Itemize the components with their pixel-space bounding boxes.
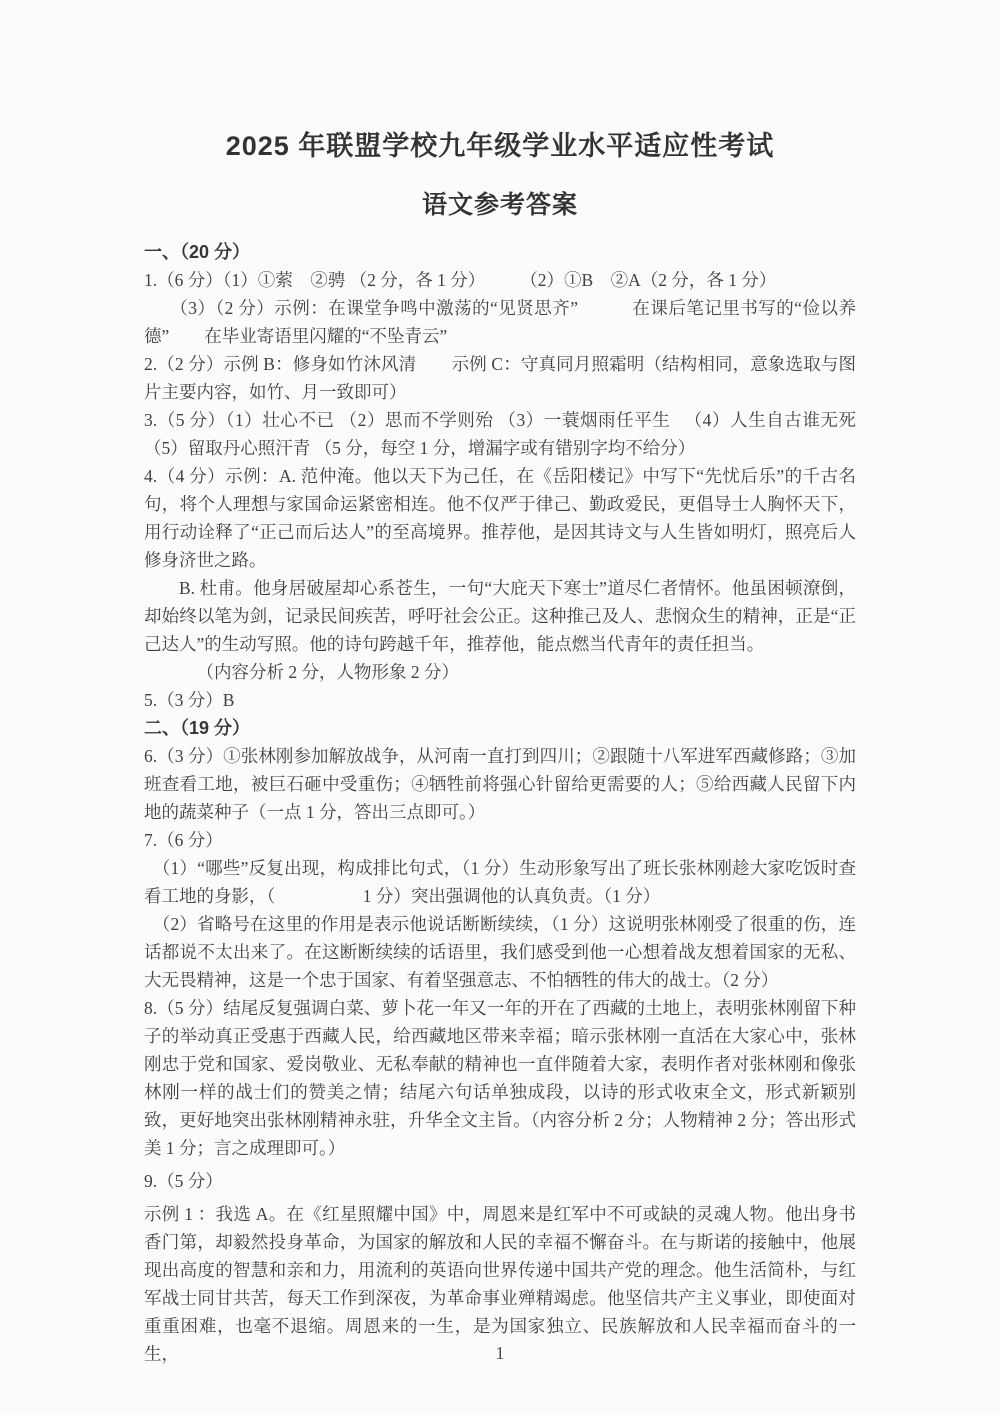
answer-8: 8.（5 分）结尾反复强调白菜、萝卜花一年又一年的开在了西藏的土地上，表明张林刚留下种子的举动真正受惠于西藏人民，给西藏地区带来幸福；暗示张林刚一直活在大家心中，张林刚忠于党和国家、爱岗敬业、无私奉献的精神也一直伴随着大家，表明作者对张林刚和像张林刚一样的战士们的赞美之情；结尾六句话单独成段，以诗的形式收束全文，形式新颖别致，更好地突出张林刚精神永驻，升华全文主旨。（内容分析 2 分；人物精神 2 分；答出形式美 1 分；言之成理即可。） xyxy=(144,997,856,1158)
answer-9-example-1: 示例 1 ：我选 A。在《红星照耀中国》中，周恩来是红军中不可或缺的灵魂人物。他出身书香门第，却毅然投身革命，为国家的解放和人民的幸福不懈奋斗。在与斯诺的接触中，他展现出高度的智慧和亲和力，用流利的英语向世界传递中国共产党的理念。他生活简朴，与红军战士同甘共苦，每天工作到深夜，为革命事业殚精竭虑。他坚信共产主义事业，即使面对重重困难，也毫不退缩。周恩来的一生，是为国家独立、民族解放和人民幸福而奋斗的一生， xyxy=(144,1203,856,1364)
answer-7-1: （1）“哪些”反复出现，构成排比句式，（1 分）生动形象写出了班长张林刚趁大家吃饭时查看工地的身影，（ 1 分）突出强调他的认真负责。（1 分） xyxy=(144,857,856,906)
answer-9-heading: 9.（5 分） xyxy=(144,1170,223,1191)
section-one-heading: 一、（20 分） xyxy=(144,241,251,262)
answer-7-2: （2）省略号在这里的作用是表示他说话断断续续，（1 分）这说明张林刚受了很重的伤，连话都说不太出来了。在这断断续续的话语里，我们感受到他一心想着战友想着国家的无私、大无畏精神，这是一个忠于国家、有着坚强意志、不怕牺牲的伟大的战士。（2 分） xyxy=(144,913,856,990)
answer-6: 6.（3 分）①张林刚参加解放战争，从河南一直打到四川；②跟随十八军进军西藏修路；③加班查看工地，被巨石砸中受重伤；④牺牲前将强心针留给更需要的人；⑤给西藏人民留下内地的蔬菜种子（一点 1 分，答出三点即可。） xyxy=(144,745,856,822)
answer-4-example-b: B. 杜甫。他身居破屋却心系苍生，一句“大庇天下寒士”道尽仁者情怀。他虽困顿潦倒，却始终以笔为剑，记录民间疾苦，呼吁社会公正。这种推己及人、悲悯众生的精神，正是“正己达人”的生动写照。他的诗句跨越千年，推荐他，能点燃当代青年的责任担当。 xyxy=(144,577,856,654)
document-title: 2025 年联盟学校九年级学业水平适应性考试 xyxy=(225,131,775,161)
document-subtitle: 语文参考答案 xyxy=(421,190,578,219)
answer-2: 2.（2 分）示例 B：修身如竹沐风清 示例 C：守真同月照霜明（结构相同，意象选取与图片主要内容，如竹、月一致即可） xyxy=(144,353,856,402)
answer-7-heading: 7.（6 分） xyxy=(144,829,223,850)
answer-key-body xyxy=(144,238,856,1368)
page-number: 1 xyxy=(495,1343,505,1363)
answer-1-3: （3）（2 分）示例：在课堂争鸣中激荡的“见贤思齐” 在课后笔记里书写的“俭以养德” 在毕业寄语里闪耀的“不坠青云” xyxy=(144,297,856,346)
section-two-heading: 二、（19 分） xyxy=(144,717,251,738)
answer-3: 3.（5 分）（1）壮心不已 （2）思而不学则殆 （3）一蓑烟雨任平生 （4）人生自古谁无死（5）留取丹心照汗青 （5 分，每空 1 分，增漏字或有错别字均不给分） xyxy=(144,409,856,458)
answer-1: 1.（6 分）（1）①萦 ②骋 （2 分，各 1 分） （2）①B ②A（2 分，各 1 分） xyxy=(144,269,777,290)
answer-4-example-a: 4.（4 分）示例：A. 范仲淹。他以天下为己任，在《岳阳楼记》中写下“先忧后乐”的千古名句，将个人理想与家国命运紧密相连。他不仅严于律己、勤政爱民，更倡导士人胸怀天下，用行动诠释了“正己而后达人”的至高境界。推荐他，是因其诗文与人生皆如明灯，照亮后人修身济世之路。 xyxy=(144,465,856,570)
answer-4-scoring-note: （内容分析 2 分，人物形象 2 分） xyxy=(196,661,459,682)
answer-5: 5.（3 分）B xyxy=(144,689,235,710)
